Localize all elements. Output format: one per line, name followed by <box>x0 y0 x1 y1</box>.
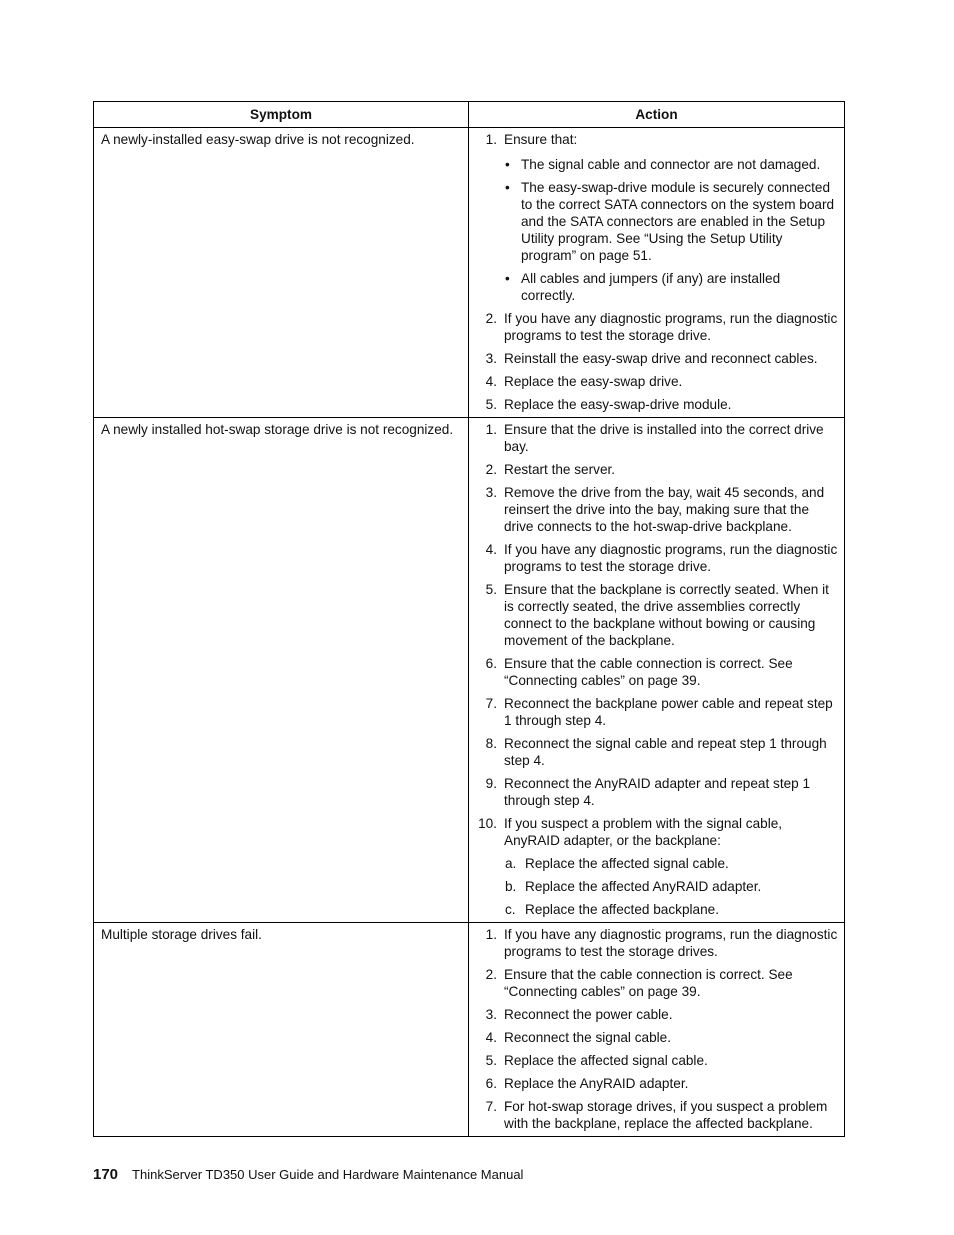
action-step <box>469 815 838 918</box>
table-header-row <box>94 102 845 128</box>
step-number: 3. <box>485 1007 497 1022</box>
step-text: Ensure that the backplane is correctly seated. When it is correctly seated, the drive assemblies correctly connect to the backplane without bowing or causing movement of the backplane. <box>504 582 829 648</box>
step-number: 1. <box>485 927 497 942</box>
page-footer <box>93 1166 523 1183</box>
symptom-cell: A newly installed hot-swap storage drive is not recognized. <box>94 418 469 923</box>
step-number: 3. <box>485 351 497 366</box>
action-steps <box>469 131 838 413</box>
table-row <box>94 418 845 923</box>
substep-item <box>504 878 838 895</box>
step-number: 7. <box>485 696 497 711</box>
substep-item <box>504 855 838 872</box>
step-text: Reconnect the signal cable and repeat step 1 through step 4. <box>504 736 827 768</box>
substep-letter: a. <box>505 856 517 871</box>
action-step <box>469 926 838 960</box>
step-number: 9. <box>485 776 497 791</box>
substep-item <box>504 901 838 918</box>
step-text: Ensure that: <box>504 132 578 147</box>
action-step <box>469 1006 838 1023</box>
bullet-text: The signal cable and connector are not damaged. <box>521 157 821 172</box>
symptom-action-table <box>93 101 845 1137</box>
action-cell <box>469 923 845 1137</box>
header-action: Action <box>469 102 845 128</box>
action-step <box>469 735 838 769</box>
step-text: If you have any diagnostic programs, run the diagnostic programs to test the storage drive. <box>504 311 838 343</box>
step-text: Replace the easy-swap-drive module. <box>504 397 732 412</box>
step-number: 1. <box>485 132 497 147</box>
bullet-icon: • <box>505 271 510 286</box>
bullet-item <box>504 156 838 173</box>
step-text: Reconnect the power cable. <box>504 1007 673 1022</box>
action-step <box>469 966 838 1000</box>
step-number: 8. <box>485 736 497 751</box>
substep-letter: c. <box>505 902 516 917</box>
table-body <box>94 128 845 1137</box>
action-cell <box>469 128 845 418</box>
bullet-item <box>504 270 838 304</box>
step-number: 4. <box>485 1030 497 1045</box>
action-step <box>469 396 838 413</box>
bullet-text: All cables and jumpers (if any) are installed correctly. <box>521 271 781 303</box>
header-symptom: Symptom <box>94 102 469 128</box>
step-text: Replace the AnyRAID adapter. <box>504 1076 689 1091</box>
step-text: Ensure that the cable connection is correct. See “Connecting cables” on page 39. <box>504 967 793 999</box>
substep-text: Replace the affected signal cable. <box>525 856 729 871</box>
step-text: If you have any diagnostic programs, run the diagnostic programs to test the storage drive. <box>504 542 838 574</box>
step-number: 5. <box>485 397 497 412</box>
step-number: 1. <box>485 422 497 437</box>
action-step <box>469 310 838 344</box>
step-number: 2. <box>485 311 497 326</box>
step-text: Remove the drive from the bay, wait 45 seconds, and reinsert the drive into the bay, making sure that the drive connects to the hot-swap-drive backplane. <box>504 485 825 534</box>
substep-list <box>504 855 838 918</box>
step-text: Reconnect the backplane power cable and repeat step 1 through step 4. <box>504 696 833 728</box>
table-row <box>94 923 845 1137</box>
step-number: 7. <box>485 1099 497 1114</box>
step-text: Ensure that the drive is installed into the correct drive bay. <box>504 422 824 454</box>
step-text: Ensure that the cable connection is correct. See “Connecting cables” on page 39. <box>504 656 793 688</box>
action-step <box>469 484 838 535</box>
step-text: For hot-swap storage drives, if you suspect a problem with the backplane, replace the affected backplane. <box>504 1099 828 1131</box>
substep-text: Replace the affected backplane. <box>525 902 719 917</box>
step-number: 6. <box>485 656 497 671</box>
action-step <box>469 373 838 390</box>
symptom-cell: Multiple storage drives fail. <box>94 923 469 1137</box>
step-number: 10. <box>478 816 497 831</box>
action-steps <box>469 926 838 1132</box>
action-step <box>469 655 838 689</box>
action-step <box>469 1075 838 1092</box>
symptom-cell: A newly-installed easy-swap drive is not recognized. <box>94 128 469 418</box>
bullet-list <box>504 156 838 304</box>
action-step <box>469 1029 838 1046</box>
step-number: 2. <box>485 967 497 982</box>
page-number: 170 <box>93 1166 119 1183</box>
step-number: 5. <box>485 582 497 597</box>
action-steps <box>469 421 838 918</box>
step-text: Reconnect the signal cable. <box>504 1030 672 1045</box>
step-text: Reinstall the easy-swap drive and reconnect cables. <box>504 351 818 366</box>
action-step <box>469 1052 838 1069</box>
step-number: 2. <box>485 462 497 477</box>
step-text: Reconnect the AnyRAID adapter and repeat step 1 through step 4. <box>504 776 811 808</box>
step-text: Replace the affected signal cable. <box>504 1053 708 1068</box>
bullet-icon: • <box>505 157 510 172</box>
step-text: If you have any diagnostic programs, run the diagnostic programs to test the storage drives. <box>504 927 838 959</box>
substep-letter: b. <box>505 879 517 894</box>
bullet-item <box>504 179 838 264</box>
action-step <box>469 1098 838 1132</box>
action-cell <box>469 418 845 923</box>
action-step <box>469 350 838 367</box>
step-text: Restart the server. <box>504 462 616 477</box>
action-step <box>469 131 838 304</box>
action-step <box>469 421 838 455</box>
step-number: 4. <box>485 374 497 389</box>
step-number: 3. <box>485 485 497 500</box>
bullet-icon: • <box>505 180 510 195</box>
action-step <box>469 541 838 575</box>
step-text: If you suspect a problem with the signal cable, AnyRAID adapter, or the backplane: <box>504 816 783 848</box>
step-number: 4. <box>485 542 497 557</box>
step-number: 6. <box>485 1076 497 1091</box>
bullet-text: The easy-swap-drive module is securely connected to the correct SATA connectors on the system board and the SATA connectors are enabled in the Setup Utility program. See “Using the Setup Utility program” on page 51. <box>521 180 835 263</box>
action-step <box>469 695 838 729</box>
action-step <box>469 775 838 809</box>
substep-text: Replace the affected AnyRAID adapter. <box>525 879 762 894</box>
table-row <box>94 128 845 418</box>
step-text: Replace the easy-swap drive. <box>504 374 683 389</box>
action-step <box>469 461 838 478</box>
step-number: 5. <box>485 1053 497 1068</box>
document-title: ThinkServer TD350 User Guide and Hardware Maintenance Manual <box>132 1167 524 1182</box>
action-step <box>469 581 838 649</box>
